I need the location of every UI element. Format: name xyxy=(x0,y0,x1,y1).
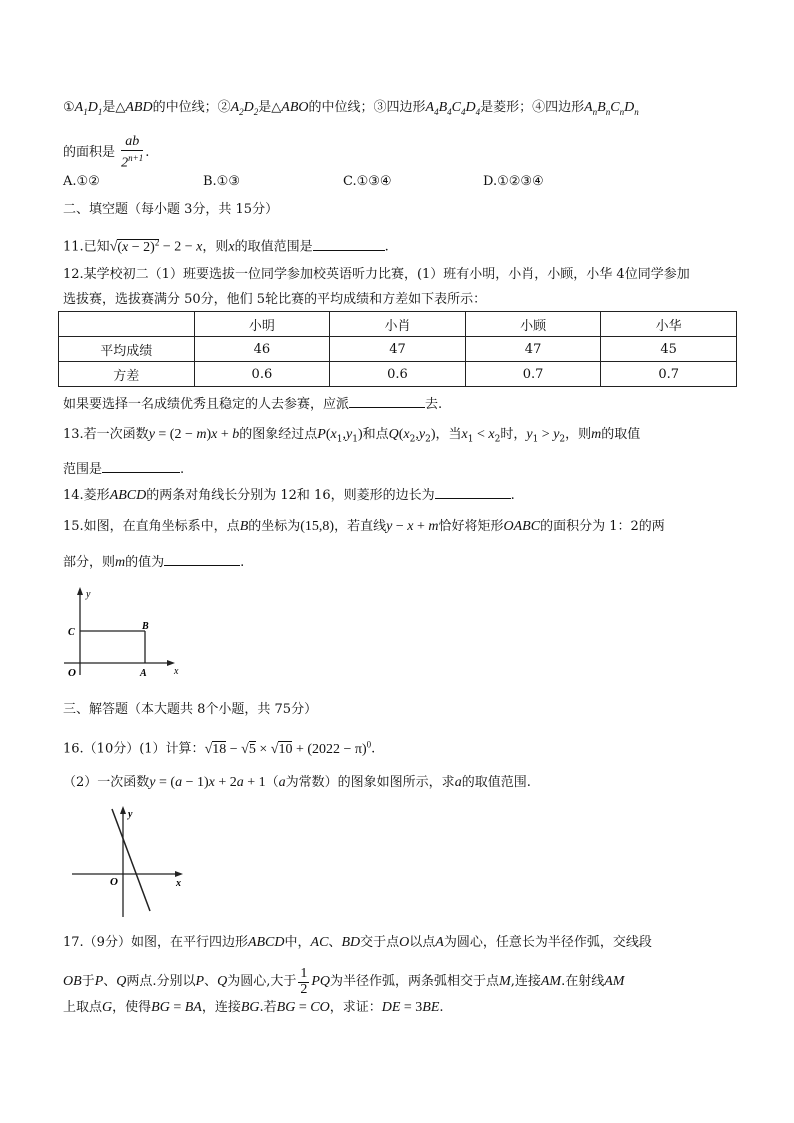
table-cell: 小华 xyxy=(601,312,737,337)
table-row xyxy=(59,362,737,387)
q14: 14.菱形ABCD的两条对角线长分别为 12和 16，则菱形的边长为 . xyxy=(63,485,515,505)
q12-line2: 选拔赛，选拔赛满分 50分，他们 5轮比赛的平均成绩和方差如下表所示： xyxy=(63,292,487,307)
function-line xyxy=(112,809,150,911)
fraction: $\frac{ab}{2^{n+1}}$ xyxy=(121,134,144,171)
q13-line2: 范围是 . xyxy=(63,459,184,479)
answer-blank[interactable] xyxy=(349,394,425,408)
table-row xyxy=(59,337,737,362)
table-cell: 小顾 xyxy=(465,312,601,337)
option-b: B.①③ xyxy=(203,174,240,189)
table-cell: 45 xyxy=(601,337,737,362)
y-label: y xyxy=(86,589,91,600)
linear-function-figure xyxy=(68,803,193,923)
y-axis-arrow xyxy=(77,587,83,595)
answer-blank[interactable] xyxy=(102,459,180,473)
q15-line1: 15.如图，在直角坐标系中，点B的坐标为(15,8)，若直线y − x + m恰好将矩形OABC的面积分为 1：2的两 xyxy=(63,519,665,534)
y-label: y xyxy=(128,809,133,820)
q16-part1: 16.（10分）(1）计算：$√18 - √5 \times √10 + (2022 - \pi)^0$. xyxy=(63,739,376,757)
table-cell: 平均成绩 xyxy=(59,337,195,362)
q15-line2: 部分，则m的值为 . xyxy=(63,552,244,572)
answer-blank[interactable] xyxy=(164,552,240,566)
section3-title: 三、解答题（本大题共 8个小题，共 75分） xyxy=(63,702,318,717)
table-cell: 47 xyxy=(465,337,601,362)
q17-line1: 17.（9分）如图，在平行四边形ABCD中，AC、BD交于点O以点A为圆心，任意长为半径作弧，交线段 xyxy=(63,935,652,950)
table-cell: 0.6 xyxy=(194,362,330,387)
q16-part2: （2）一次函数y = (a − 1)x + 2a + 1（a为常数）的图象如图所示，求a的取值范围. xyxy=(63,775,531,790)
x-label: x xyxy=(176,878,181,889)
x-axis-arrow xyxy=(175,871,183,877)
origin-label: O xyxy=(110,876,118,888)
q12-after: 如果要选择一名成绩优秀且稳定的人去参赛，应派 去. xyxy=(63,394,442,414)
option-c: C.①③④ xyxy=(343,174,392,189)
rectangle-coordinate-figure xyxy=(60,585,185,685)
q10-area: 的面积是 $\frac{ab}{2^{n+1}}$ . xyxy=(63,134,150,171)
answer-blank[interactable] xyxy=(313,237,385,251)
table-cell: 47 xyxy=(330,337,466,362)
score-table xyxy=(58,311,737,387)
q13-line1: 13.若一次函数y = (2 − m)x + b的图象经过点$P(x_1,y_1)$和点$Q(x_2,y_2)$，当$x_1 < x_2$时，$y_1 > y_2$，则m的取值 xyxy=(63,427,641,445)
table-cell: 0.7 xyxy=(465,362,601,387)
origin-label: O xyxy=(68,667,76,679)
section2-title: 二、填空题（每小题 3分，共 15分） xyxy=(63,202,279,217)
q17-line3: 上取点G，使得BG = BA，连接BG.若BG = CO，求证：DE = 3BE. xyxy=(63,1000,444,1015)
table-cell: 小肖 xyxy=(330,312,466,337)
table-cell: 方差 xyxy=(59,362,195,387)
q11: 11.已知$√(x - 2)^2 - 2 - x$，则x的取值范围是 . xyxy=(63,237,389,255)
table-cell xyxy=(59,312,195,337)
table-cell: 0.7 xyxy=(601,362,737,387)
table-cell: 46 xyxy=(194,337,330,362)
q12-line1: 12.某学校初二（1）班要选拔一位同学参加校英语听力比赛，(1）班有小明，小肖，小顾，小华 4位同学参加 xyxy=(63,267,690,282)
option-d: D.①②③④ xyxy=(483,174,544,189)
point-b-label: B xyxy=(142,621,149,632)
y-axis-arrow xyxy=(120,806,126,814)
fraction: $\frac{1}{2}$ xyxy=(300,966,308,997)
q10-statements: $①A_1D_1$是△ABD的中位线；$②A_2D_2$是△ABO的中位线；③四边形$A_4B_4C_4D_4$是菱形；④四边形$A_nB_nC_nD_n$ xyxy=(63,100,639,117)
table-cell: 小明 xyxy=(194,312,330,337)
point-a-label: A xyxy=(140,668,147,679)
point-c-label: C xyxy=(68,627,75,638)
option-a: A.①② xyxy=(63,174,100,189)
answer-blank[interactable] xyxy=(435,485,511,499)
table-cell: 0.6 xyxy=(330,362,466,387)
q17-line2: OB于P、Q两点.分别以P、Q为圆心,大于 $\frac{1}{2}$ PQ为半径作弧，两条弧相交于点M,连接AM.在射线AM xyxy=(63,966,625,997)
x-label: x xyxy=(174,666,179,677)
table-header-row xyxy=(59,312,737,337)
